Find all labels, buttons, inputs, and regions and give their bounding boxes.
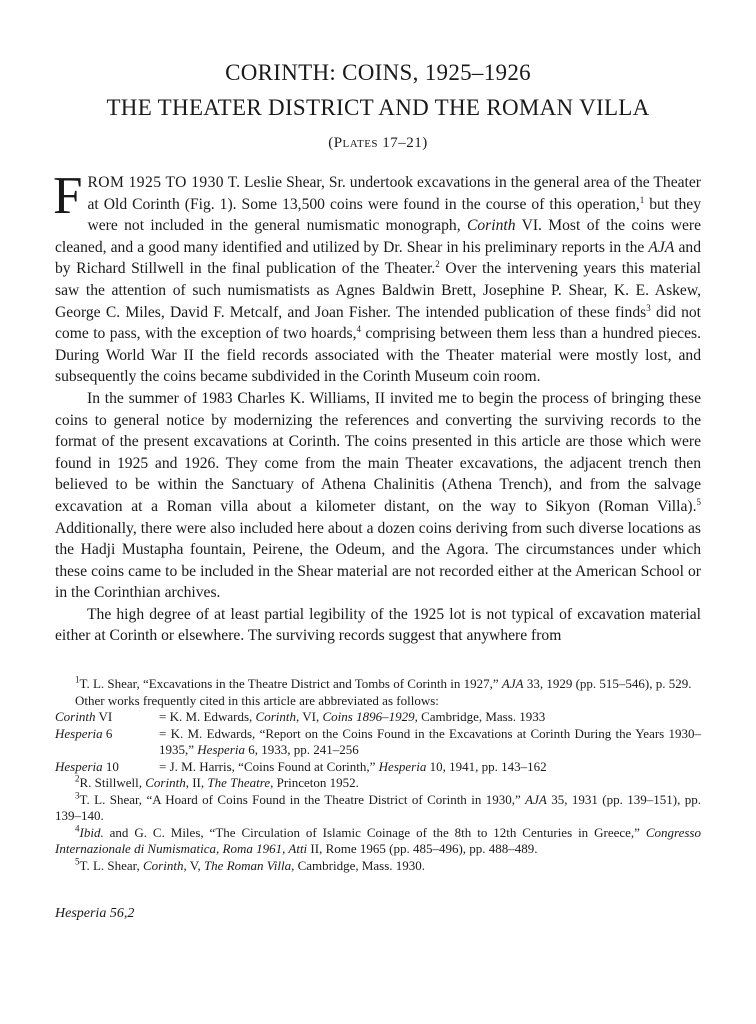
- text: Hesperia: [55, 725, 103, 741]
- footnote-ref-5[interactable]: 5: [696, 496, 701, 507]
- text: Additionally, there were also included here about a dozen coins deriving from such diverse locations as the Hadji Mustapha fountain, Peirene, the Odeum, and the Agora. The circumstances under which these coins came to be included in the Shear material are not recorded either at the American School or in the Corinthian archives.: [55, 519, 701, 602]
- text: T. L. Shear, “A Hoard of Coins Found in the Theatre District of Corinth in 1930,”: [79, 791, 526, 807]
- text: T. L. Shear,: [79, 857, 143, 873]
- italic-text: Congresso Internazionale di Numismatica, Roma 1961, Atti: [55, 824, 701, 856]
- text: , II,: [185, 775, 208, 790]
- italic-text: Ibid.: [79, 824, 104, 840]
- text: Hesperia: [55, 758, 103, 774]
- footnote-mark: 3: [75, 790, 80, 801]
- text: comprising between them less than a hundred pieces. During World War II the field records associated with the Theater material were mostly lost, and subsequently the coins became subdivided in the Corinth Museum coin room.: [55, 325, 701, 386]
- abbreviation-key: [55, 726, 159, 759]
- italic-text: Corinth: [255, 709, 296, 724]
- text: , Princeton 1952.: [270, 775, 359, 790]
- italic-text: Hesperia: [378, 758, 427, 774]
- footnote-ref-4[interactable]: 4: [356, 323, 361, 334]
- abbreviation-value: [159, 759, 701, 776]
- text: 35, 1931 (pp. 139–151), pp. 139–140.: [55, 791, 701, 823]
- footnote-ref-3[interactable]: 3: [646, 302, 651, 313]
- article-body: [53, 167, 702, 647]
- paragraph-3: The high degree of at least partial legibility of the 1925 lot is not typical of excavation material either at Corinth or elsewhere. The surviving records suggest that anywhere from: [55, 605, 701, 645]
- text: but they were not included in the general numismatic monograph,: [87, 195, 701, 235]
- abbreviation-row: [55, 709, 701, 726]
- text: = J. M. Harris, “Coins Found at Corinth,”: [159, 758, 379, 774]
- footnotes: [55, 676, 701, 874]
- text: and by Richard Stillwell in the final publication of the Theater.: [55, 238, 701, 278]
- italic-text: Corinth: [143, 857, 184, 873]
- text: T. L. Shear, “Excavations in the Theatre District and Tombs of Corinth in 1927,”: [79, 676, 502, 691]
- italic-text: The Roman Villa: [203, 857, 292, 873]
- footnote-2: [55, 775, 701, 792]
- text: 33, 1929 (pp. 515–546), p. 529.: [523, 676, 692, 691]
- text: did not come to pass, with the exception of two hoards,: [55, 303, 702, 343]
- text: , Cambridge, Mass. 1933: [414, 709, 546, 724]
- text: , VI,: [296, 709, 323, 724]
- text: R. Stillwell,: [79, 775, 146, 790]
- lead-in: ROM 1925 TO 1930: [87, 174, 225, 191]
- footnote-5: [55, 858, 701, 875]
- paragraph-2: [55, 388, 701, 604]
- text: T. Leslie Shear, Sr. undertook excavations in the general area of the Theater at Old Corinth (Fig. 1). Some 13,500 coins were found in the course of this operation,: [87, 174, 701, 213]
- text: In the summer of 1983 Charles K. Williams, II invited me to begin the process of bringing these coins to general notice by modernizing the references and converting the surviving records to the format of the present excavations at Corinth. The coins presented in this article are those which were found in 1925 and 1926. They come from the main Theater excavations, the adjacent trench then believed to be within the Sanctuary of Athena Chalinitis (Athena Trench), and from the salvage excavation at a Roman villa about a kilometer distant, on the way to Sikyon (Roman Villa).: [55, 389, 701, 515]
- abbreviation-key: [55, 709, 159, 726]
- text: 6, 1933, pp. 241–256: [244, 742, 359, 757]
- abbreviations-intro: Other works frequently cited in this article are abbreviated as follows:: [75, 692, 439, 708]
- text: II, Rome 1965 (pp. 485–496), pp. 488–489.: [307, 841, 538, 856]
- footnote-ref-2[interactable]: 2: [435, 259, 440, 270]
- footnote-ref-1[interactable]: 1: [639, 194, 645, 205]
- text: = K. M. Edwards,: [159, 709, 256, 724]
- paragraph-1: [53, 167, 702, 388]
- text: = K. M. Edwards, “Report on the Coins Found in the Excavations at Corinth During the Years 1930–1935,”: [159, 725, 701, 757]
- footnote-mark: 5: [75, 856, 80, 867]
- footnote-mark: 2: [75, 773, 80, 784]
- abbreviation-value: [159, 709, 701, 726]
- italic-text: Corinth: [466, 217, 516, 235]
- text: and G. C. Miles, “The Circulation of Islamic Coinage of the 8th to 12th Centuries in Greece,”: [103, 824, 646, 840]
- text: 10, 1941, pp. 143–162: [426, 758, 547, 774]
- drop-cap: F: [53, 167, 83, 225]
- text: , Cambridge, Mass. 1930.: [291, 857, 426, 873]
- journal-citation: Hesperia 56,2: [55, 906, 135, 921]
- text: VI: [95, 709, 113, 724]
- abbreviation-key: [55, 759, 159, 776]
- abbreviation-row: [55, 726, 701, 759]
- italic-text: Coins 1896–1929: [322, 709, 415, 724]
- footnote-mark: 1: [75, 674, 80, 685]
- italic-text: AJA: [501, 676, 524, 691]
- italic-text: Hesperia: [197, 742, 245, 757]
- plates-reference: (Plates 17–21): [328, 135, 428, 151]
- italic-text: The Theatre: [207, 775, 271, 790]
- text: Over the intervening years this material saw the attention of such numismatists as Agnes Baldwin Brett, Josephine P. Shear, K. E. Askew, George C. Miles, David F. Metcalf, and Joan Fisher. The intended publication of these finds: [55, 260, 701, 321]
- article-title-line-1: CORINTH: COINS, 1925–1926: [225, 60, 531, 85]
- italic-text: Corinth: [145, 775, 186, 790]
- abbreviation-row: [55, 759, 701, 776]
- abbreviation-value: [159, 726, 701, 759]
- italic-text: AJA: [525, 791, 547, 807]
- footnote-1: [55, 676, 701, 693]
- text: , V,: [183, 857, 204, 873]
- text: 10: [102, 758, 119, 774]
- footnote-4: [55, 825, 701, 858]
- footnote-mark: 4: [75, 823, 80, 834]
- text: 6: [102, 725, 113, 741]
- article-title-line-2: THE THEATER DISTRICT AND THE ROMAN VILLA: [106, 95, 650, 120]
- italic-text: AJA: [648, 238, 675, 256]
- text: VI. Most of the coins were cleaned, and a good many identified and utilized by Dr. Shear in his preliminary reports in the: [55, 217, 701, 256]
- text: Corinth: [55, 709, 96, 724]
- footnote-3: [55, 792, 701, 825]
